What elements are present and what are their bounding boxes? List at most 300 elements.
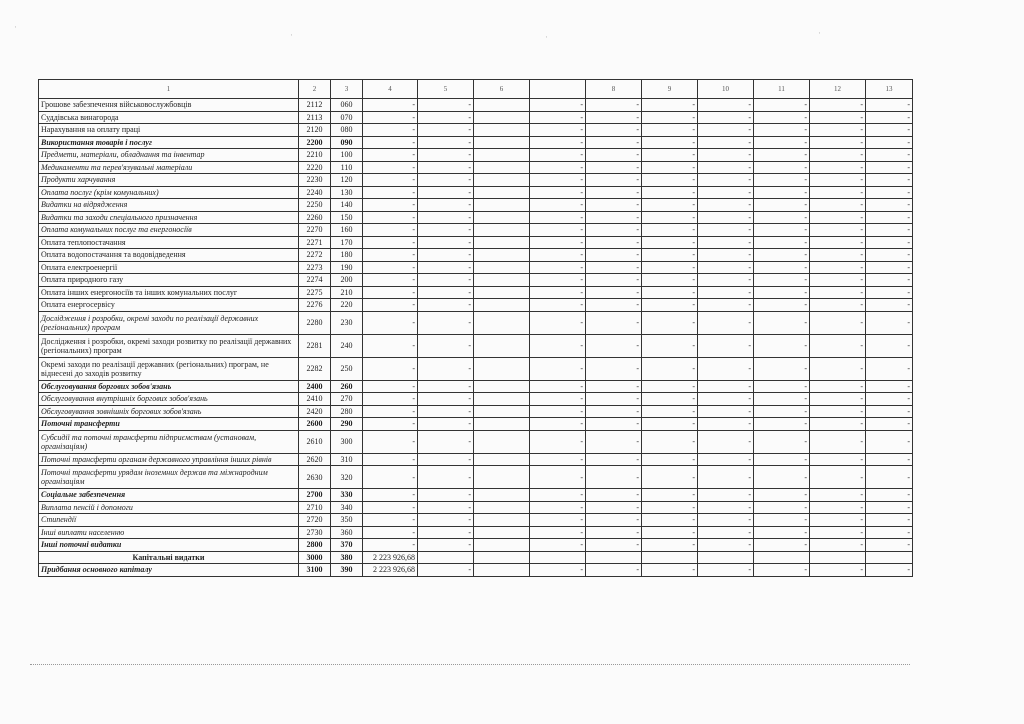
row-label: Грошове забезпечення військовослужбовців bbox=[39, 99, 299, 112]
value-cell bbox=[474, 357, 530, 380]
value-cell: - bbox=[530, 236, 586, 249]
value-cell: - bbox=[530, 405, 586, 418]
value-cell: - bbox=[810, 236, 866, 249]
value-cell: - bbox=[363, 418, 418, 431]
value-cell: - bbox=[363, 380, 418, 393]
row-label: Субсидії та поточні трансферти підприємствам (установам, організаціям) bbox=[39, 430, 299, 453]
row-label: Капітальні видатки bbox=[39, 551, 299, 564]
value-cell: - bbox=[866, 136, 913, 149]
value-cell: - bbox=[810, 334, 866, 357]
value-cell: - bbox=[586, 405, 642, 418]
value-cell: - bbox=[586, 149, 642, 162]
economic-code: 2120 bbox=[299, 124, 331, 137]
line-code: 330 bbox=[331, 489, 363, 502]
value-cell: - bbox=[866, 149, 913, 162]
value-cell: - bbox=[530, 526, 586, 539]
value-cell: - bbox=[642, 286, 698, 299]
value-cell: - bbox=[418, 286, 474, 299]
value-cell: - bbox=[754, 357, 810, 380]
line-code: 370 bbox=[331, 539, 363, 552]
table-row bbox=[39, 501, 913, 514]
value-cell: - bbox=[530, 211, 586, 224]
value-cell: - bbox=[866, 174, 913, 187]
line-code: 190 bbox=[331, 261, 363, 274]
value-cell bbox=[474, 249, 530, 262]
value-cell: - bbox=[866, 286, 913, 299]
value-cell: - bbox=[642, 136, 698, 149]
line-code: 210 bbox=[331, 286, 363, 299]
row-label: Інші поточні видатки bbox=[39, 539, 299, 552]
value-cell bbox=[474, 466, 530, 489]
value-cell: - bbox=[698, 111, 754, 124]
line-code: 310 bbox=[331, 453, 363, 466]
value-cell: - bbox=[698, 405, 754, 418]
value-cell: - bbox=[698, 236, 754, 249]
value-cell: - bbox=[418, 211, 474, 224]
value-cell: - bbox=[698, 526, 754, 539]
value-cell: - bbox=[642, 405, 698, 418]
economic-code: 2410 bbox=[299, 393, 331, 406]
value-cell bbox=[474, 224, 530, 237]
value-cell: - bbox=[754, 211, 810, 224]
value-cell: - bbox=[866, 111, 913, 124]
row-label: Стипендії bbox=[39, 514, 299, 527]
value-cell: - bbox=[363, 111, 418, 124]
scan-speck: · bbox=[545, 32, 548, 42]
economic-code: 2420 bbox=[299, 405, 331, 418]
row-label: Оплата водопостачання та водовідведення bbox=[39, 249, 299, 262]
scan-speck: · bbox=[14, 22, 17, 32]
value-cell bbox=[586, 551, 642, 564]
value-cell: - bbox=[418, 393, 474, 406]
value-cell: - bbox=[866, 274, 913, 287]
value-cell: - bbox=[698, 249, 754, 262]
value-cell bbox=[474, 186, 530, 199]
line-code: 070 bbox=[331, 111, 363, 124]
row-label: Поточні трансферти органам державного управління інших рівнів bbox=[39, 453, 299, 466]
value-cell: - bbox=[586, 299, 642, 312]
value-cell: - bbox=[530, 224, 586, 237]
table-row bbox=[39, 514, 913, 527]
value-cell: - bbox=[642, 161, 698, 174]
value-cell: - bbox=[642, 380, 698, 393]
value-cell: - bbox=[418, 299, 474, 312]
value-cell: - bbox=[754, 334, 810, 357]
value-cell: - bbox=[698, 224, 754, 237]
value-cell: - bbox=[754, 514, 810, 527]
row-label: Інші виплати населенню bbox=[39, 526, 299, 539]
economic-code: 2282 bbox=[299, 357, 331, 380]
value-cell: - bbox=[754, 236, 810, 249]
value-cell: - bbox=[698, 136, 754, 149]
value-cell: 2 223 926,68 bbox=[363, 551, 418, 564]
value-cell: - bbox=[754, 453, 810, 466]
value-cell: - bbox=[866, 299, 913, 312]
table-row bbox=[39, 380, 913, 393]
value-cell: - bbox=[866, 311, 913, 334]
table-row bbox=[39, 551, 913, 564]
value-cell: - bbox=[698, 334, 754, 357]
value-cell: - bbox=[698, 393, 754, 406]
value-cell: - bbox=[586, 236, 642, 249]
value-cell: - bbox=[530, 136, 586, 149]
header-cell: 2 bbox=[299, 80, 331, 99]
value-cell: - bbox=[418, 334, 474, 357]
table-row bbox=[39, 124, 913, 137]
value-cell: - bbox=[866, 526, 913, 539]
table-row bbox=[39, 224, 913, 237]
value-cell: - bbox=[418, 124, 474, 137]
value-cell: - bbox=[363, 514, 418, 527]
value-cell: - bbox=[363, 161, 418, 174]
value-cell: - bbox=[810, 430, 866, 453]
value-cell bbox=[474, 501, 530, 514]
header-cell: 9 bbox=[642, 80, 698, 99]
value-cell bbox=[474, 514, 530, 527]
value-cell: - bbox=[866, 539, 913, 552]
value-cell bbox=[474, 236, 530, 249]
value-cell: - bbox=[810, 489, 866, 502]
value-cell: - bbox=[642, 274, 698, 287]
value-cell: - bbox=[754, 380, 810, 393]
value-cell: - bbox=[586, 261, 642, 274]
table-row bbox=[39, 199, 913, 212]
value-cell: - bbox=[586, 136, 642, 149]
table-row bbox=[39, 334, 913, 357]
value-cell: - bbox=[363, 334, 418, 357]
value-cell: - bbox=[754, 418, 810, 431]
value-cell: - bbox=[363, 186, 418, 199]
value-cell: - bbox=[810, 261, 866, 274]
value-cell: - bbox=[530, 261, 586, 274]
value-cell: - bbox=[866, 466, 913, 489]
value-cell: - bbox=[642, 299, 698, 312]
value-cell: - bbox=[586, 124, 642, 137]
header-cell: 10 bbox=[698, 80, 754, 99]
line-code: 130 bbox=[331, 186, 363, 199]
table-row bbox=[39, 299, 913, 312]
line-code: 180 bbox=[331, 249, 363, 262]
value-cell bbox=[474, 430, 530, 453]
value-cell: - bbox=[642, 236, 698, 249]
table-row bbox=[39, 489, 913, 502]
value-cell: - bbox=[642, 564, 698, 577]
value-cell bbox=[474, 211, 530, 224]
value-cell: - bbox=[363, 236, 418, 249]
value-cell: - bbox=[586, 418, 642, 431]
economic-code: 2210 bbox=[299, 149, 331, 162]
row-label: Використання товарів і послуг bbox=[39, 136, 299, 149]
value-cell: - bbox=[363, 357, 418, 380]
value-cell: - bbox=[866, 380, 913, 393]
value-cell: - bbox=[642, 393, 698, 406]
value-cell: - bbox=[754, 261, 810, 274]
value-cell: - bbox=[418, 111, 474, 124]
economic-code: 2220 bbox=[299, 161, 331, 174]
value-cell: - bbox=[754, 111, 810, 124]
value-cell: - bbox=[810, 249, 866, 262]
value-cell: - bbox=[810, 136, 866, 149]
value-cell: - bbox=[530, 539, 586, 552]
value-cell: - bbox=[642, 261, 698, 274]
value-cell: - bbox=[363, 99, 418, 112]
value-cell: 2 223 926,68 bbox=[363, 564, 418, 577]
value-cell: - bbox=[642, 514, 698, 527]
value-cell bbox=[698, 551, 754, 564]
value-cell: - bbox=[698, 501, 754, 514]
value-cell: - bbox=[810, 501, 866, 514]
value-cell: - bbox=[418, 380, 474, 393]
value-cell: - bbox=[530, 299, 586, 312]
economic-code: 2600 bbox=[299, 418, 331, 431]
value-cell: - bbox=[418, 261, 474, 274]
economic-code: 2260 bbox=[299, 211, 331, 224]
table-row bbox=[39, 99, 913, 112]
row-label: Оплата теплопостачання bbox=[39, 236, 299, 249]
economic-code: 2113 bbox=[299, 111, 331, 124]
value-cell: - bbox=[642, 418, 698, 431]
row-label: Соціальне забезпечення bbox=[39, 489, 299, 502]
value-cell: - bbox=[754, 526, 810, 539]
value-cell: - bbox=[866, 334, 913, 357]
value-cell: - bbox=[530, 111, 586, 124]
value-cell: - bbox=[586, 224, 642, 237]
value-cell: - bbox=[642, 211, 698, 224]
value-cell bbox=[866, 551, 913, 564]
value-cell: - bbox=[642, 124, 698, 137]
value-cell: - bbox=[530, 380, 586, 393]
economic-code: 2700 bbox=[299, 489, 331, 502]
value-cell: - bbox=[586, 99, 642, 112]
line-code: 080 bbox=[331, 124, 363, 137]
row-label: Суддівська винагорода bbox=[39, 111, 299, 124]
header-cell: 5 bbox=[418, 80, 474, 99]
line-code: 290 bbox=[331, 418, 363, 431]
line-code: 140 bbox=[331, 199, 363, 212]
economic-code: 2280 bbox=[299, 311, 331, 334]
value-cell: - bbox=[586, 380, 642, 393]
value-cell: - bbox=[866, 199, 913, 212]
economic-code: 2250 bbox=[299, 199, 331, 212]
value-cell: - bbox=[363, 430, 418, 453]
value-cell: - bbox=[866, 99, 913, 112]
value-cell: - bbox=[586, 161, 642, 174]
value-cell: - bbox=[866, 453, 913, 466]
value-cell: - bbox=[866, 514, 913, 527]
header-cell: 13 bbox=[866, 80, 913, 99]
value-cell: - bbox=[810, 124, 866, 137]
value-cell: - bbox=[698, 174, 754, 187]
value-cell: - bbox=[418, 274, 474, 287]
row-label: Продукти харчування bbox=[39, 174, 299, 187]
value-cell: - bbox=[530, 124, 586, 137]
value-cell: - bbox=[810, 311, 866, 334]
value-cell: - bbox=[418, 514, 474, 527]
value-cell: - bbox=[530, 274, 586, 287]
value-cell bbox=[530, 551, 586, 564]
value-cell bbox=[474, 124, 530, 137]
value-cell: - bbox=[698, 99, 754, 112]
table-row bbox=[39, 405, 913, 418]
economic-code: 2271 bbox=[299, 236, 331, 249]
economic-code: 2273 bbox=[299, 261, 331, 274]
line-code: 230 bbox=[331, 311, 363, 334]
value-cell: - bbox=[530, 501, 586, 514]
value-cell: - bbox=[698, 124, 754, 137]
row-label: Оплата комунальних послуг та енергоносіїв bbox=[39, 224, 299, 237]
table-row bbox=[39, 211, 913, 224]
economic-code: 2800 bbox=[299, 539, 331, 552]
value-cell: - bbox=[642, 489, 698, 502]
value-cell bbox=[474, 299, 530, 312]
table-row bbox=[39, 418, 913, 431]
value-cell: - bbox=[810, 564, 866, 577]
value-cell: - bbox=[363, 124, 418, 137]
row-label: Видатки та заходи спеціального призначення bbox=[39, 211, 299, 224]
row-label: Поточні трансферти bbox=[39, 418, 299, 431]
value-cell: - bbox=[866, 124, 913, 137]
value-cell bbox=[474, 539, 530, 552]
value-cell bbox=[474, 551, 530, 564]
value-cell: - bbox=[586, 539, 642, 552]
line-code: 350 bbox=[331, 514, 363, 527]
value-cell: - bbox=[530, 149, 586, 162]
value-cell: - bbox=[754, 299, 810, 312]
value-cell: - bbox=[698, 149, 754, 162]
value-cell: - bbox=[530, 393, 586, 406]
value-cell: - bbox=[586, 199, 642, 212]
header-cell bbox=[530, 80, 586, 99]
value-cell: - bbox=[530, 174, 586, 187]
value-cell: - bbox=[810, 286, 866, 299]
value-cell: - bbox=[866, 564, 913, 577]
value-cell: - bbox=[586, 489, 642, 502]
value-cell: - bbox=[642, 186, 698, 199]
line-code: 300 bbox=[331, 430, 363, 453]
value-cell bbox=[474, 99, 530, 112]
value-cell: - bbox=[810, 526, 866, 539]
value-cell: - bbox=[810, 186, 866, 199]
value-cell: - bbox=[754, 564, 810, 577]
value-cell: - bbox=[530, 199, 586, 212]
value-cell: - bbox=[754, 161, 810, 174]
value-cell: - bbox=[530, 466, 586, 489]
value-cell: - bbox=[810, 174, 866, 187]
value-cell: - bbox=[418, 174, 474, 187]
economic-code: 2275 bbox=[299, 286, 331, 299]
economic-code: 2281 bbox=[299, 334, 331, 357]
header-cell: 1 bbox=[39, 80, 299, 99]
table-row bbox=[39, 136, 913, 149]
value-cell: - bbox=[418, 199, 474, 212]
value-cell: - bbox=[642, 149, 698, 162]
value-cell: - bbox=[586, 526, 642, 539]
table-row bbox=[39, 149, 913, 162]
value-cell: - bbox=[363, 199, 418, 212]
line-code: 240 bbox=[331, 334, 363, 357]
row-label: Оплата електроенергії bbox=[39, 261, 299, 274]
table-row bbox=[39, 393, 913, 406]
line-code: 200 bbox=[331, 274, 363, 287]
value-cell: - bbox=[810, 539, 866, 552]
value-cell: - bbox=[866, 211, 913, 224]
value-cell: - bbox=[418, 539, 474, 552]
header-cell: 8 bbox=[586, 80, 642, 99]
line-code: 250 bbox=[331, 357, 363, 380]
economic-code: 2710 bbox=[299, 501, 331, 514]
line-code: 390 bbox=[331, 564, 363, 577]
table-row bbox=[39, 111, 913, 124]
row-label: Оплата енергосервісу bbox=[39, 299, 299, 312]
value-cell: - bbox=[810, 380, 866, 393]
value-cell: - bbox=[642, 249, 698, 262]
value-cell: - bbox=[418, 357, 474, 380]
value-cell: - bbox=[698, 430, 754, 453]
value-cell: - bbox=[363, 261, 418, 274]
economic-code: 2200 bbox=[299, 136, 331, 149]
row-label: Обслуговування зовнішніх боргових зобов'язань bbox=[39, 405, 299, 418]
table-row bbox=[39, 274, 913, 287]
economic-code: 2230 bbox=[299, 174, 331, 187]
value-cell: - bbox=[810, 224, 866, 237]
value-cell: - bbox=[754, 501, 810, 514]
line-code: 120 bbox=[331, 174, 363, 187]
value-cell: - bbox=[363, 311, 418, 334]
row-label: Оплата інших енергоносіїв та інших комунальних послуг bbox=[39, 286, 299, 299]
value-cell: - bbox=[530, 161, 586, 174]
value-cell: - bbox=[698, 489, 754, 502]
value-cell: - bbox=[698, 539, 754, 552]
scan-speck: · bbox=[290, 30, 293, 40]
value-cell: - bbox=[363, 489, 418, 502]
value-cell bbox=[474, 489, 530, 502]
economic-code: 2730 bbox=[299, 526, 331, 539]
value-cell bbox=[474, 564, 530, 577]
value-cell: - bbox=[754, 393, 810, 406]
value-cell: - bbox=[586, 286, 642, 299]
line-code: 260 bbox=[331, 380, 363, 393]
value-cell: - bbox=[698, 466, 754, 489]
value-cell: - bbox=[363, 453, 418, 466]
value-cell bbox=[474, 311, 530, 334]
value-cell: - bbox=[698, 418, 754, 431]
value-cell bbox=[754, 551, 810, 564]
row-label: Обслуговування боргових зобов'язань bbox=[39, 380, 299, 393]
value-cell: - bbox=[698, 199, 754, 212]
value-cell: - bbox=[642, 224, 698, 237]
value-cell: - bbox=[698, 161, 754, 174]
value-cell: - bbox=[810, 418, 866, 431]
value-cell: - bbox=[586, 174, 642, 187]
table-row bbox=[39, 466, 913, 489]
value-cell: - bbox=[363, 149, 418, 162]
line-code: 110 bbox=[331, 161, 363, 174]
value-cell bbox=[642, 551, 698, 564]
value-cell: - bbox=[810, 299, 866, 312]
value-cell: - bbox=[754, 286, 810, 299]
value-cell: - bbox=[866, 405, 913, 418]
economic-code: 3000 bbox=[299, 551, 331, 564]
value-cell: - bbox=[698, 261, 754, 274]
value-cell bbox=[474, 405, 530, 418]
line-code: 320 bbox=[331, 466, 363, 489]
value-cell: - bbox=[754, 405, 810, 418]
value-cell: - bbox=[642, 430, 698, 453]
value-cell: - bbox=[363, 393, 418, 406]
value-cell: - bbox=[866, 418, 913, 431]
value-cell: - bbox=[418, 224, 474, 237]
value-cell: - bbox=[866, 393, 913, 406]
